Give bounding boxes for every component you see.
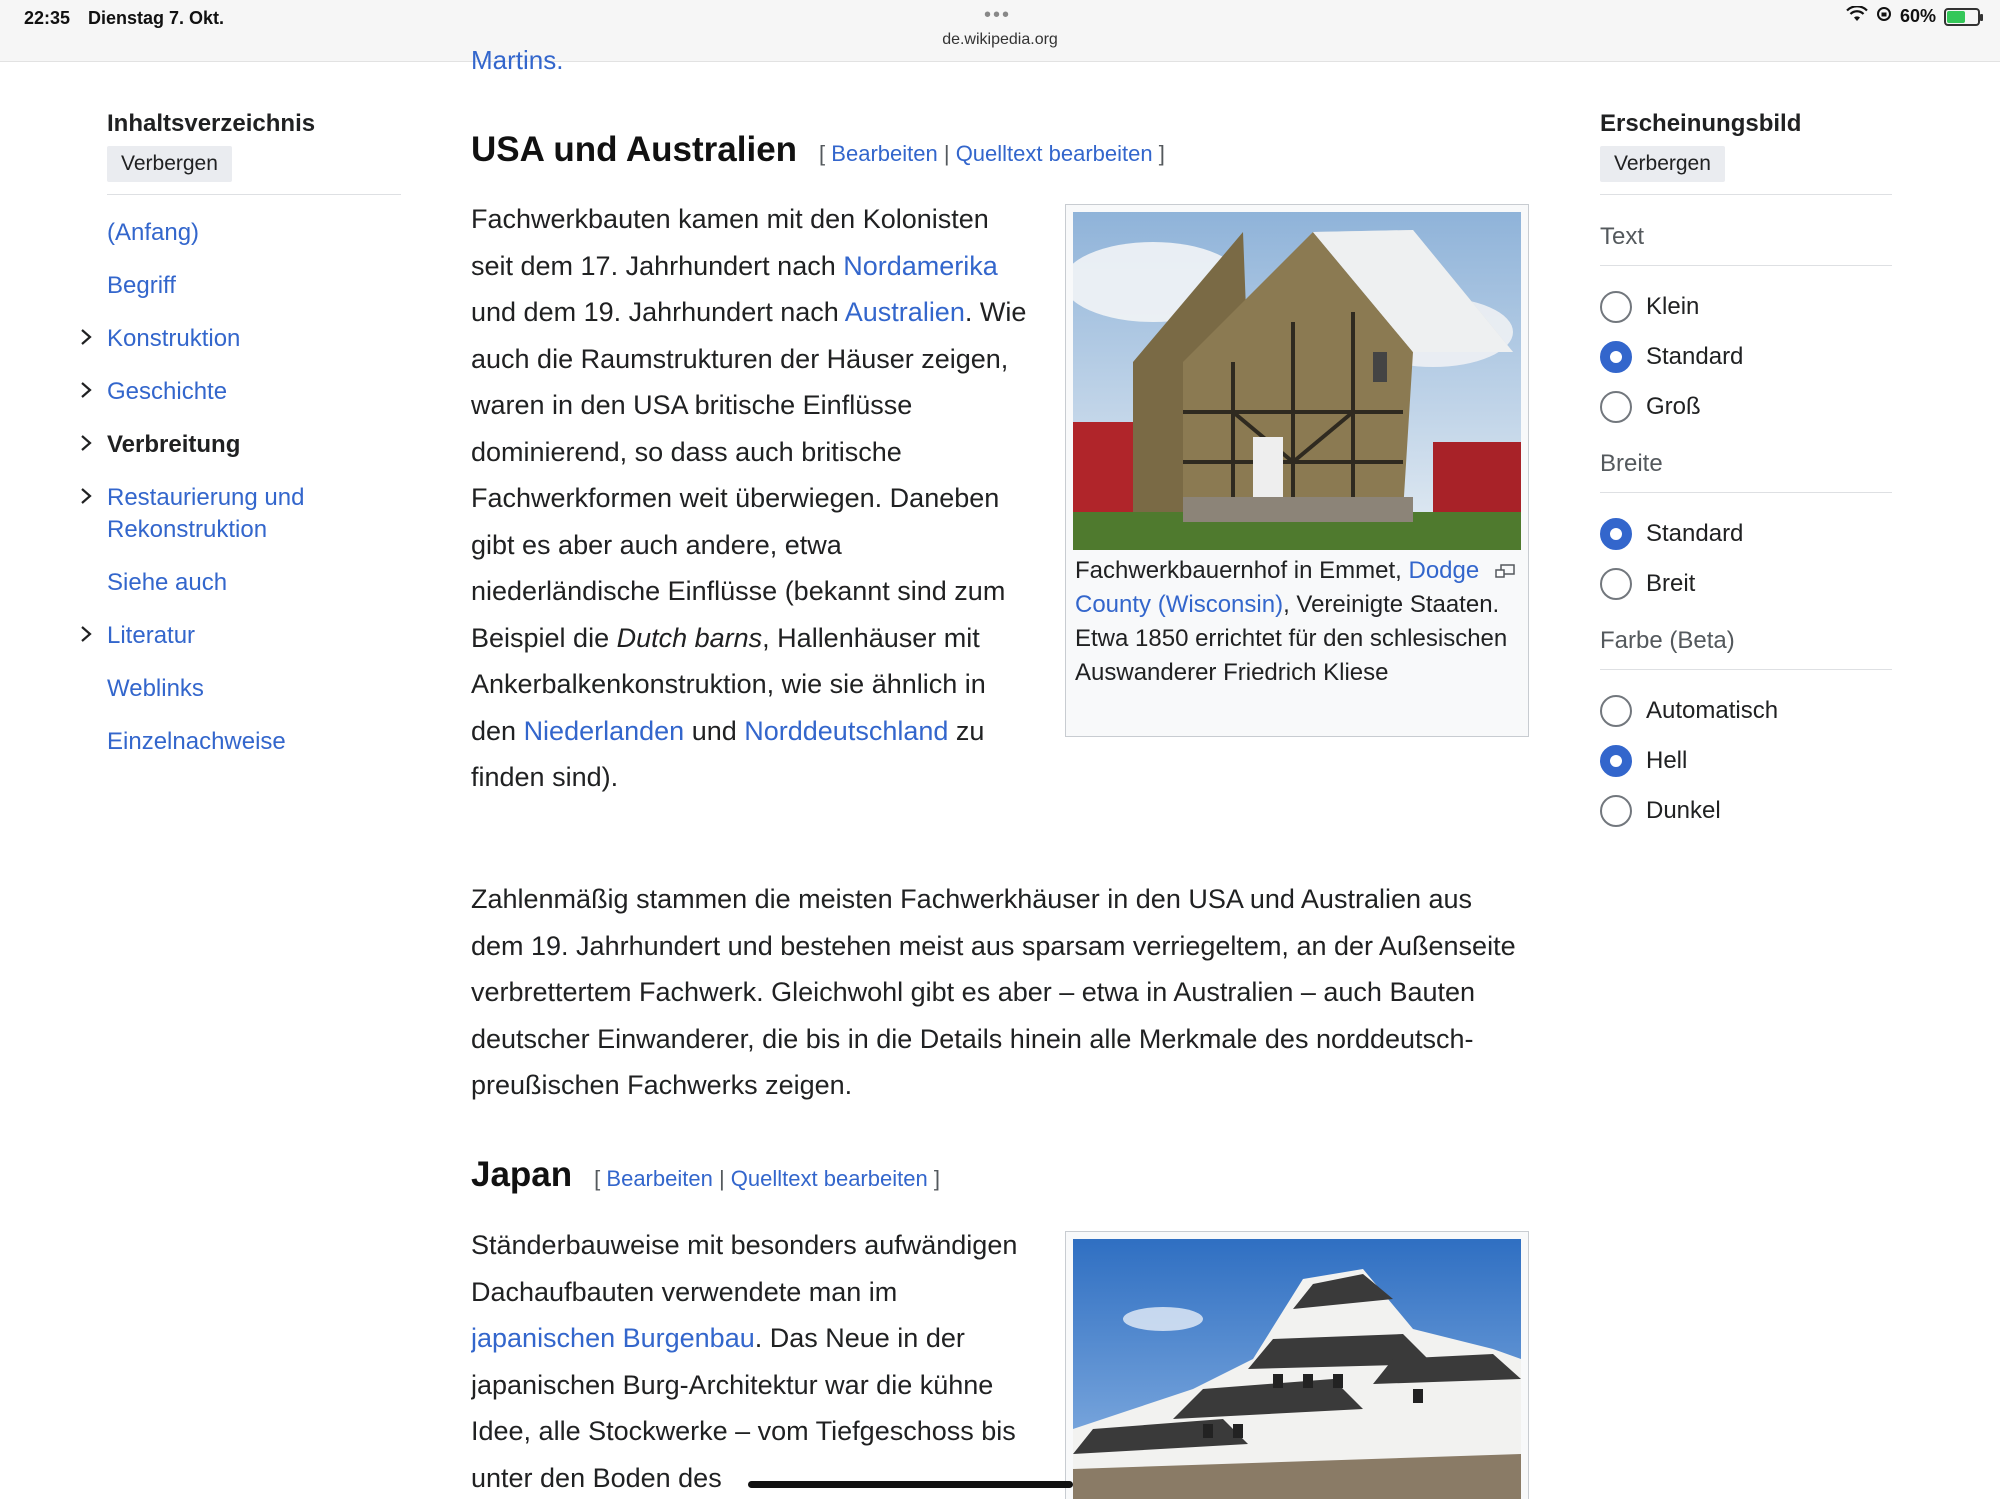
chevron-right-icon[interactable] [79, 429, 93, 459]
edit-link[interactable]: Bearbeiten [606, 1166, 713, 1191]
paragraph-japan-1 [471, 1222, 1031, 1499]
text-size-klein[interactable] [1600, 282, 1892, 332]
radio-button[interactable] [1600, 795, 1632, 827]
text-size-gross[interactable] [1600, 382, 1892, 432]
color-label: Farbe (Beta) [1600, 627, 1735, 654]
text: . Wie auch die Raumstrukturen der Häuser zeigen, waren in den USA britische Einflüsse dominierend, so dass auch britische Fachwerkformen weit überwiegen. Daneben gibt es aber auch andere, etwa niederländische Einflüsse (bekannt sind zum Beispiel die [471, 297, 1027, 653]
toc-item-geschichte[interactable] [107, 376, 401, 408]
appearance-title: Erscheinungsbild [1600, 110, 1802, 137]
figure-farmhouse [1065, 204, 1529, 737]
address-bar-url[interactable]: de.wikipedia.org [942, 31, 1058, 48]
text: Ständerbauweise mit besonders aufwändigen Dachaufbauten verwendete man im [471, 1230, 1018, 1307]
option-label: Standard [1646, 520, 1744, 547]
appearance-divider [1600, 194, 1892, 195]
toc-item-verbreitung[interactable] [107, 429, 401, 461]
group-divider [1600, 265, 1892, 266]
bracket-open: [ [594, 1166, 601, 1191]
source-edit-link[interactable]: Quelltext bearbeiten [730, 1166, 928, 1191]
text: und [684, 715, 745, 746]
radio-button-selected[interactable] [1600, 745, 1632, 777]
option-label: Groß [1646, 393, 1701, 420]
toc-item-label: Restaurierung und Rekonstruktion [107, 484, 305, 543]
appearance-hide-button[interactable]: Verbergen [1600, 146, 1725, 182]
option-label: Hell [1646, 747, 1688, 774]
status-bar [0, 0, 2000, 62]
option-label: Klein [1646, 293, 1700, 320]
paragraph-usa-2: Zahlenmäßig stammen die meisten Fachwerkhäuser in den USA und Australien aus dem 19. Jahrhundert und bestehen meist aus sparsam verriegeltem, an der Außenseite verbrettertem Fachwerk. Gleichwohl gibt es aber – etwa in Australien – auch Bauten deutscher Einwanderer, die bis in die Details hinein alle Merkmale des norddeutsch-preußischen Fachwerks zeigen. [471, 884, 1516, 1100]
text: , Vereinigte Staaten. Etwa 1850 errichtet für den schlesischen Auswanderer Friedrich Kliese [1075, 591, 1508, 686]
paragraph-japan-clip [471, 1222, 1031, 1499]
color-options [1600, 686, 1892, 836]
width-label: Breite [1600, 450, 1663, 477]
edit-links [594, 1166, 940, 1192]
text: , Hallenhäuser mit Ankerbalkenkonstruktion, wie sie ähnlich in den [471, 622, 986, 746]
chevron-right-icon[interactable] [79, 323, 93, 353]
toc-item-einzelnachweise[interactable]: Einzelnachweise [107, 728, 286, 755]
toc-title: Inhaltsverzeichnis [107, 110, 316, 137]
toc-item-literatur[interactable] [107, 620, 401, 652]
text-size-options [1600, 282, 1892, 432]
paragraph-usa-1 [471, 196, 1031, 801]
toc-item-label: Geschichte [107, 378, 228, 405]
section-heading-japan [471, 1155, 940, 1195]
link-australien[interactable]: Australien [844, 297, 965, 327]
link-dodge-county[interactable]: Dodge County (Wisconsin) [1075, 557, 1480, 618]
table-of-contents [107, 110, 401, 779]
radio-button[interactable] [1600, 391, 1632, 423]
more-dots-icon[interactable]: ••• [984, 4, 1012, 26]
width-breit[interactable] [1600, 559, 1892, 609]
cut-off-link[interactable]: Martins. [471, 45, 564, 75]
toc-item-siehe-auch[interactable]: Siehe auch [107, 569, 228, 596]
status-right [1846, 6, 1980, 27]
chevron-right-icon[interactable] [79, 620, 93, 650]
castle-image[interactable] [1073, 1239, 1521, 1499]
edit-links [819, 141, 1165, 167]
farmhouse-image[interactable] [1073, 212, 1521, 550]
toc-item-weblinks[interactable]: Weblinks [107, 675, 204, 702]
italic-text: Dutch barns [616, 622, 763, 653]
radio-button[interactable] [1600, 695, 1632, 727]
edit-link[interactable]: Bearbeiten [831, 141, 938, 166]
section-title: Japan [471, 1155, 573, 1194]
toc-list [107, 217, 401, 758]
group-divider [1600, 492, 1892, 493]
home-indicator[interactable] [748, 1481, 1073, 1488]
option-label: Automatisch [1646, 697, 1779, 724]
figure-japan-castle [1065, 1231, 1529, 1499]
bracket-close: ] [933, 1166, 940, 1191]
link-japanischer-burgenbau[interactable]: japanischen Burgenbau [471, 1323, 755, 1353]
orientation-lock-icon [1876, 6, 1892, 27]
color-hell[interactable] [1600, 736, 1892, 786]
bracket-close: ] [1158, 141, 1165, 166]
radio-button[interactable] [1600, 291, 1632, 323]
text: zu finden sind). [471, 715, 985, 792]
radio-button-selected[interactable] [1600, 341, 1632, 373]
toc-item-label: Literatur [107, 622, 196, 649]
radio-button[interactable] [1600, 568, 1632, 600]
section-title: USA und Australien [471, 130, 798, 169]
option-label: Standard [1646, 343, 1744, 370]
option-label: Dunkel [1646, 797, 1721, 824]
section-heading-usa [471, 130, 1165, 170]
text-size-label: Text [1600, 223, 1645, 250]
text: . Das Neue in der japanischen Burg-Architektur war die kühne Idee, alle Stockwerke – vom Tiefgeschoss bis unter den Boden des [471, 1323, 1016, 1493]
color-dunkel[interactable] [1600, 786, 1892, 836]
toc-divider [107, 194, 401, 195]
group-divider [1600, 669, 1892, 670]
color-automatisch[interactable] [1600, 686, 1892, 736]
toc-item-anfang[interactable]: (Anfang) [107, 219, 200, 246]
battery-percent: 60% [1899, 6, 1936, 26]
battery-icon [1944, 8, 1980, 26]
separator: | [718, 1166, 725, 1191]
bracket-open: [ [819, 141, 826, 166]
appearance-panel [1600, 110, 1892, 836]
toc-item-label: Verbreitung [107, 431, 241, 458]
radio-button-selected[interactable] [1600, 518, 1632, 550]
figure-caption [1073, 550, 1521, 690]
text: Fachwerkbauernhof in Emmet, [1075, 557, 1409, 584]
chevron-right-icon[interactable] [79, 482, 93, 512]
link-nordamerika[interactable]: Nordamerika [843, 250, 998, 281]
text: Fachwerkbauten kamen mit den Kolonisten seit dem 17. Jahrhundert nach [471, 204, 989, 281]
toc-hide-button[interactable]: Verbergen [107, 146, 232, 182]
toc-item-konstruktion[interactable] [107, 323, 401, 355]
toc-item-restaurierung[interactable] [107, 482, 401, 546]
separator: | [943, 141, 950, 166]
chevron-right-icon[interactable] [79, 376, 93, 406]
source-edit-link[interactable]: Quelltext bearbeiten [955, 141, 1153, 166]
width-standard[interactable] [1600, 509, 1892, 559]
status-date: Dienstag 7. Okt. [88, 8, 225, 28]
text-size-standard[interactable] [1600, 332, 1892, 382]
text: und dem 19. Jahrhundert nach [471, 297, 845, 327]
width-options [1600, 509, 1892, 609]
toc-item-label: Konstruktion [107, 325, 241, 352]
link-niederlanden[interactable]: Niederlanden [523, 715, 685, 746]
enlarge-icon[interactable] [1495, 554, 1515, 568]
link-norddeutschland[interactable]: Norddeutschland [744, 715, 949, 746]
option-label: Breit [1646, 570, 1696, 597]
wifi-icon [1846, 6, 1868, 27]
toc-item-begriff[interactable]: Begriff [107, 272, 176, 299]
status-time: 22:35 [24, 8, 71, 28]
